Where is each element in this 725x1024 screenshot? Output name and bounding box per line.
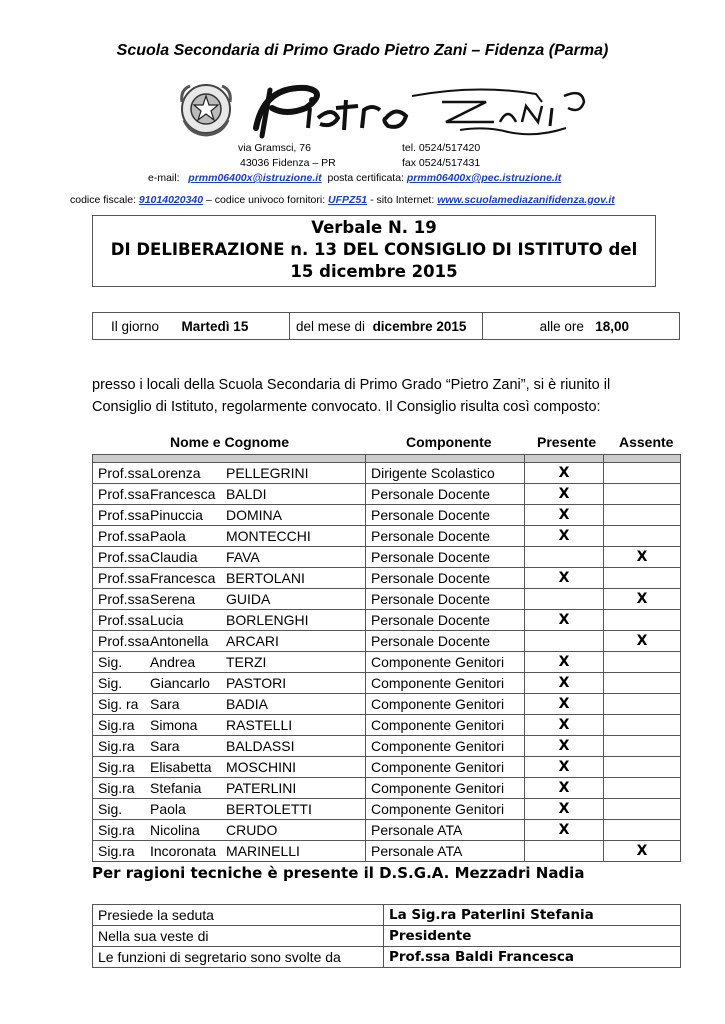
- intro-paragraph: presso i locali della Scuola Secondaria di Primo Grado “Pietro Zani”, si è riunito il Consiglio di Istituto, regolarmente convocato. Il Consiglio risulta così composto:: [92, 377, 611, 415]
- member-component: Componente Genitori: [366, 778, 525, 799]
- member-absent-mark: [604, 799, 681, 820]
- member-component: Dirigente Scolastico: [366, 463, 525, 484]
- member-first-name: Claudia: [150, 549, 198, 565]
- member-first-name: Simona: [150, 717, 198, 733]
- member-last-name: PELLEGRINI: [226, 465, 309, 481]
- verbale-date: 15 dicembre 2015: [290, 262, 458, 281]
- member-title: Sig. ra: [98, 696, 139, 712]
- giorno-cell: [93, 313, 290, 340]
- mese-label: del mese di: [296, 318, 366, 334]
- member-title: Sig.ra: [98, 759, 135, 775]
- member-name-cell: [93, 589, 366, 610]
- member-name-cell: [93, 841, 366, 862]
- member-last-name: BALDI: [226, 486, 267, 502]
- member-title: Sig.ra: [98, 780, 135, 796]
- member-absent-mark: [604, 652, 681, 673]
- member-name-cell: [93, 610, 366, 631]
- member-present-mark: X: [525, 484, 604, 505]
- member-title: Sig.ra: [98, 843, 135, 859]
- role-value: Presidente: [384, 926, 681, 947]
- verbale-title: DI DELIBERAZIONE n. 13 DEL CONSIGLIO DI ISTITUTO del: [110, 240, 638, 259]
- col-header-present: Presente: [537, 434, 597, 450]
- member-name-cell: [93, 547, 366, 568]
- member-last-name: CRUDO: [226, 822, 278, 838]
- member-first-name: Antonella: [150, 633, 209, 649]
- member-first-name: Paola: [150, 801, 186, 817]
- table-row: [93, 589, 681, 610]
- address-street: via Gramsci, 76: [238, 142, 311, 154]
- table-row: [93, 926, 681, 947]
- giorno-label: Il giorno: [111, 318, 160, 334]
- member-component: Personale Docente: [366, 484, 525, 505]
- table-row: [93, 694, 681, 715]
- member-absent-mark: X: [604, 631, 681, 652]
- cf-label: codice fiscale:: [70, 194, 136, 206]
- member-name-cell: [93, 799, 366, 820]
- member-name-cell: [93, 652, 366, 673]
- table-row: [93, 463, 681, 484]
- member-last-name: PASTORI: [226, 675, 287, 691]
- member-component: Componente Genitori: [366, 736, 525, 757]
- phone-number: tel. 0524/517420: [402, 142, 481, 154]
- member-absent-mark: [604, 694, 681, 715]
- email-link[interactable]: prmm06400x@istruzione.it: [188, 172, 322, 184]
- member-first-name: Sara: [150, 738, 180, 754]
- member-absent-mark: [604, 715, 681, 736]
- member-component: Personale Docente: [366, 547, 525, 568]
- member-last-name: BERTOLETTI: [226, 801, 312, 817]
- member-name-cell: [93, 673, 366, 694]
- member-component: Personale Docente: [366, 568, 525, 589]
- member-title: Sig.ra: [98, 717, 135, 733]
- member-component: Componente Genitori: [366, 652, 525, 673]
- member-title: Prof.ssa: [98, 465, 150, 481]
- member-present-mark: X: [525, 820, 604, 841]
- table-row: [93, 547, 681, 568]
- col-header-name: Nome e Cognome: [170, 434, 290, 450]
- member-absent-mark: [604, 778, 681, 799]
- member-first-name: Incoronata: [150, 843, 217, 859]
- table-row: [93, 947, 681, 968]
- member-present-mark: X: [525, 610, 604, 631]
- table-row: [93, 715, 681, 736]
- school-title: Scuola Secondaria di Primo Grado Pietro Zani – Fidenza (Parma): [116, 42, 609, 59]
- member-last-name: MARINELLI: [226, 843, 300, 859]
- univoco-value[interactable]: UFPZ51: [328, 194, 368, 206]
- dsga-note: Per ragioni tecniche è presente il D.S.G.A. Mezzadri Nadia: [92, 864, 585, 882]
- members-table: [92, 454, 681, 862]
- member-first-name: Nicolina: [150, 822, 200, 838]
- member-name-cell: [93, 631, 366, 652]
- col-header-component: Componente: [406, 434, 492, 450]
- member-present-mark: [525, 589, 604, 610]
- member-present-mark: [525, 547, 604, 568]
- member-present-mark: [525, 631, 604, 652]
- member-present-mark: X: [525, 463, 604, 484]
- member-component: Personale ATA: [366, 841, 525, 862]
- member-last-name: MONTECCHI: [226, 528, 311, 544]
- member-present-mark: X: [525, 694, 604, 715]
- role-value: La Sig.ra Paterlini Stefania: [384, 905, 681, 926]
- school-logo: [246, 78, 591, 140]
- member-present-mark: X: [525, 505, 604, 526]
- table-row: [93, 673, 681, 694]
- member-component: Personale Docente: [366, 589, 525, 610]
- member-component: Personale Docente: [366, 505, 525, 526]
- member-name-cell: [93, 463, 366, 484]
- member-title: Sig.ra: [98, 822, 135, 838]
- member-first-name: Elisabetta: [150, 759, 212, 775]
- member-component: Componente Genitori: [366, 715, 525, 736]
- member-name-cell: [93, 778, 366, 799]
- ore-value: 18,00: [595, 318, 629, 334]
- member-absent-mark: [604, 610, 681, 631]
- table-row: [93, 757, 681, 778]
- role-label: Le funzioni di segretario sono svolte da: [93, 947, 384, 968]
- roles-table: [92, 904, 681, 968]
- member-present-mark: X: [525, 526, 604, 547]
- table-row: [93, 905, 681, 926]
- table-row: [93, 652, 681, 673]
- member-title: Prof.ssa: [98, 549, 150, 565]
- cf-value[interactable]: 91014020340: [138, 194, 204, 206]
- member-first-name: Lucia: [150, 612, 184, 628]
- member-title: Prof.ssa: [98, 570, 150, 586]
- member-component: Componente Genitori: [366, 799, 525, 820]
- member-last-name: FAVA: [226, 549, 260, 565]
- member-absent-mark: [604, 820, 681, 841]
- member-absent-mark: [604, 736, 681, 757]
- site-link[interactable]: www.scuolamediazanifidenza.gov.it: [437, 194, 615, 206]
- table-row: [93, 568, 681, 589]
- member-present-mark: X: [525, 736, 604, 757]
- ore-label: alle ore: [539, 318, 584, 334]
- member-component: Personale Docente: [366, 610, 525, 631]
- table-row: [93, 526, 681, 547]
- pec-label: posta certificata:: [327, 172, 404, 184]
- member-component: Personale ATA: [366, 820, 525, 841]
- member-present-mark: X: [525, 568, 604, 589]
- member-last-name: BALDASSI: [226, 738, 295, 754]
- member-name-cell: [93, 526, 366, 547]
- email-label: e-mail:: [148, 172, 180, 184]
- member-absent-mark: X: [604, 547, 681, 568]
- member-absent-mark: X: [604, 841, 681, 862]
- member-first-name: Lorenza: [150, 465, 201, 481]
- member-component: Personale Docente: [366, 526, 525, 547]
- member-last-name: ARCARI: [226, 633, 279, 649]
- member-last-name: BORLENGHI: [226, 612, 309, 628]
- table-row: [93, 505, 681, 526]
- mese-value: dicembre 2015: [372, 318, 467, 334]
- member-title: Sig.ra: [98, 738, 135, 754]
- univoco-label: – codice univoco fornitori:: [206, 194, 326, 206]
- member-component: Personale Docente: [366, 631, 525, 652]
- fiscal-line: [70, 194, 615, 206]
- member-present-mark: X: [525, 799, 604, 820]
- member-absent-mark: [604, 673, 681, 694]
- pec-link[interactable]: prmm06400x@pec.istruzione.it: [406, 172, 562, 184]
- member-present-mark: X: [525, 778, 604, 799]
- member-last-name: GUIDA: [226, 591, 271, 607]
- role-label: Nella sua veste di: [93, 926, 384, 947]
- table-row: [93, 736, 681, 757]
- member-absent-mark: X: [604, 589, 681, 610]
- member-present-mark: X: [525, 757, 604, 778]
- member-first-name: Giancarlo: [150, 675, 210, 691]
- table-row: [93, 841, 681, 862]
- member-last-name: TERZI: [226, 654, 267, 670]
- member-title: Sig.: [98, 654, 123, 670]
- member-name-cell: [93, 757, 366, 778]
- member-absent-mark: [604, 568, 681, 589]
- verbale-number: Verbale N. 19: [311, 218, 437, 237]
- members-table-top-row: [93, 455, 681, 463]
- giorno-value: Martedì 15: [181, 318, 249, 334]
- ore-cell: [483, 313, 680, 340]
- member-title: Prof.ssa: [98, 633, 150, 649]
- member-title: Prof.ssa: [98, 612, 150, 628]
- member-absent-mark: [604, 484, 681, 505]
- table-row: [93, 820, 681, 841]
- member-title: Sig.: [98, 675, 123, 691]
- member-last-name: DOMINA: [226, 507, 282, 523]
- member-present-mark: X: [525, 652, 604, 673]
- member-present-mark: [525, 841, 604, 862]
- mese-cell: [290, 313, 483, 340]
- member-component: Componente Genitori: [366, 757, 525, 778]
- table-row: [93, 484, 681, 505]
- table-row: [93, 631, 681, 652]
- member-absent-mark: [604, 505, 681, 526]
- member-last-name: RASTELLI: [226, 717, 293, 733]
- address-city: 43036 Fidenza – PR: [240, 157, 336, 169]
- republic-emblem-icon: [176, 80, 236, 138]
- member-first-name: Sara: [150, 696, 180, 712]
- member-first-name: Paola: [150, 528, 186, 544]
- member-absent-mark: [604, 526, 681, 547]
- member-title: Prof.ssa: [98, 507, 150, 523]
- member-first-name: Serena: [150, 591, 196, 607]
- member-name-cell: [93, 820, 366, 841]
- member-name-cell: [93, 568, 366, 589]
- member-name-cell: [93, 715, 366, 736]
- site-label: - sito Internet:: [370, 194, 435, 206]
- email-line: [148, 172, 561, 184]
- member-last-name: PATERLINI: [226, 780, 297, 796]
- member-first-name: Stefania: [150, 780, 202, 796]
- role-value: Prof.ssa Baldi Francesca: [384, 947, 681, 968]
- table-row: [93, 799, 681, 820]
- member-name-cell: [93, 694, 366, 715]
- member-name-cell: [93, 505, 366, 526]
- member-name-cell: [93, 484, 366, 505]
- member-first-name: Andrea: [150, 654, 196, 670]
- member-last-name: BADIA: [226, 696, 269, 712]
- col-header-absent: Assente: [619, 434, 674, 450]
- member-title: Prof.ssa: [98, 528, 150, 544]
- member-last-name: MOSCHINI: [226, 759, 296, 775]
- member-component: Componente Genitori: [366, 694, 525, 715]
- member-first-name: Francesca: [150, 570, 216, 586]
- member-last-name: BERTOLANI: [226, 570, 305, 586]
- member-name-cell: [93, 736, 366, 757]
- member-present-mark: X: [525, 673, 604, 694]
- member-absent-mark: [604, 757, 681, 778]
- member-title: Prof.ssa: [98, 486, 150, 502]
- member-title: Prof.ssa: [98, 591, 150, 607]
- date-table: [92, 312, 680, 340]
- member-absent-mark: [604, 463, 681, 484]
- member-first-name: Francesca: [150, 486, 216, 502]
- member-component: Componente Genitori: [366, 673, 525, 694]
- member-present-mark: X: [525, 715, 604, 736]
- role-label: Presiede la seduta: [93, 905, 384, 926]
- fax-number: fax 0524/517431: [402, 157, 481, 169]
- table-row: [93, 778, 681, 799]
- member-first-name: Pinuccia: [150, 507, 203, 523]
- table-row: [93, 610, 681, 631]
- member-title: Sig.: [98, 801, 123, 817]
